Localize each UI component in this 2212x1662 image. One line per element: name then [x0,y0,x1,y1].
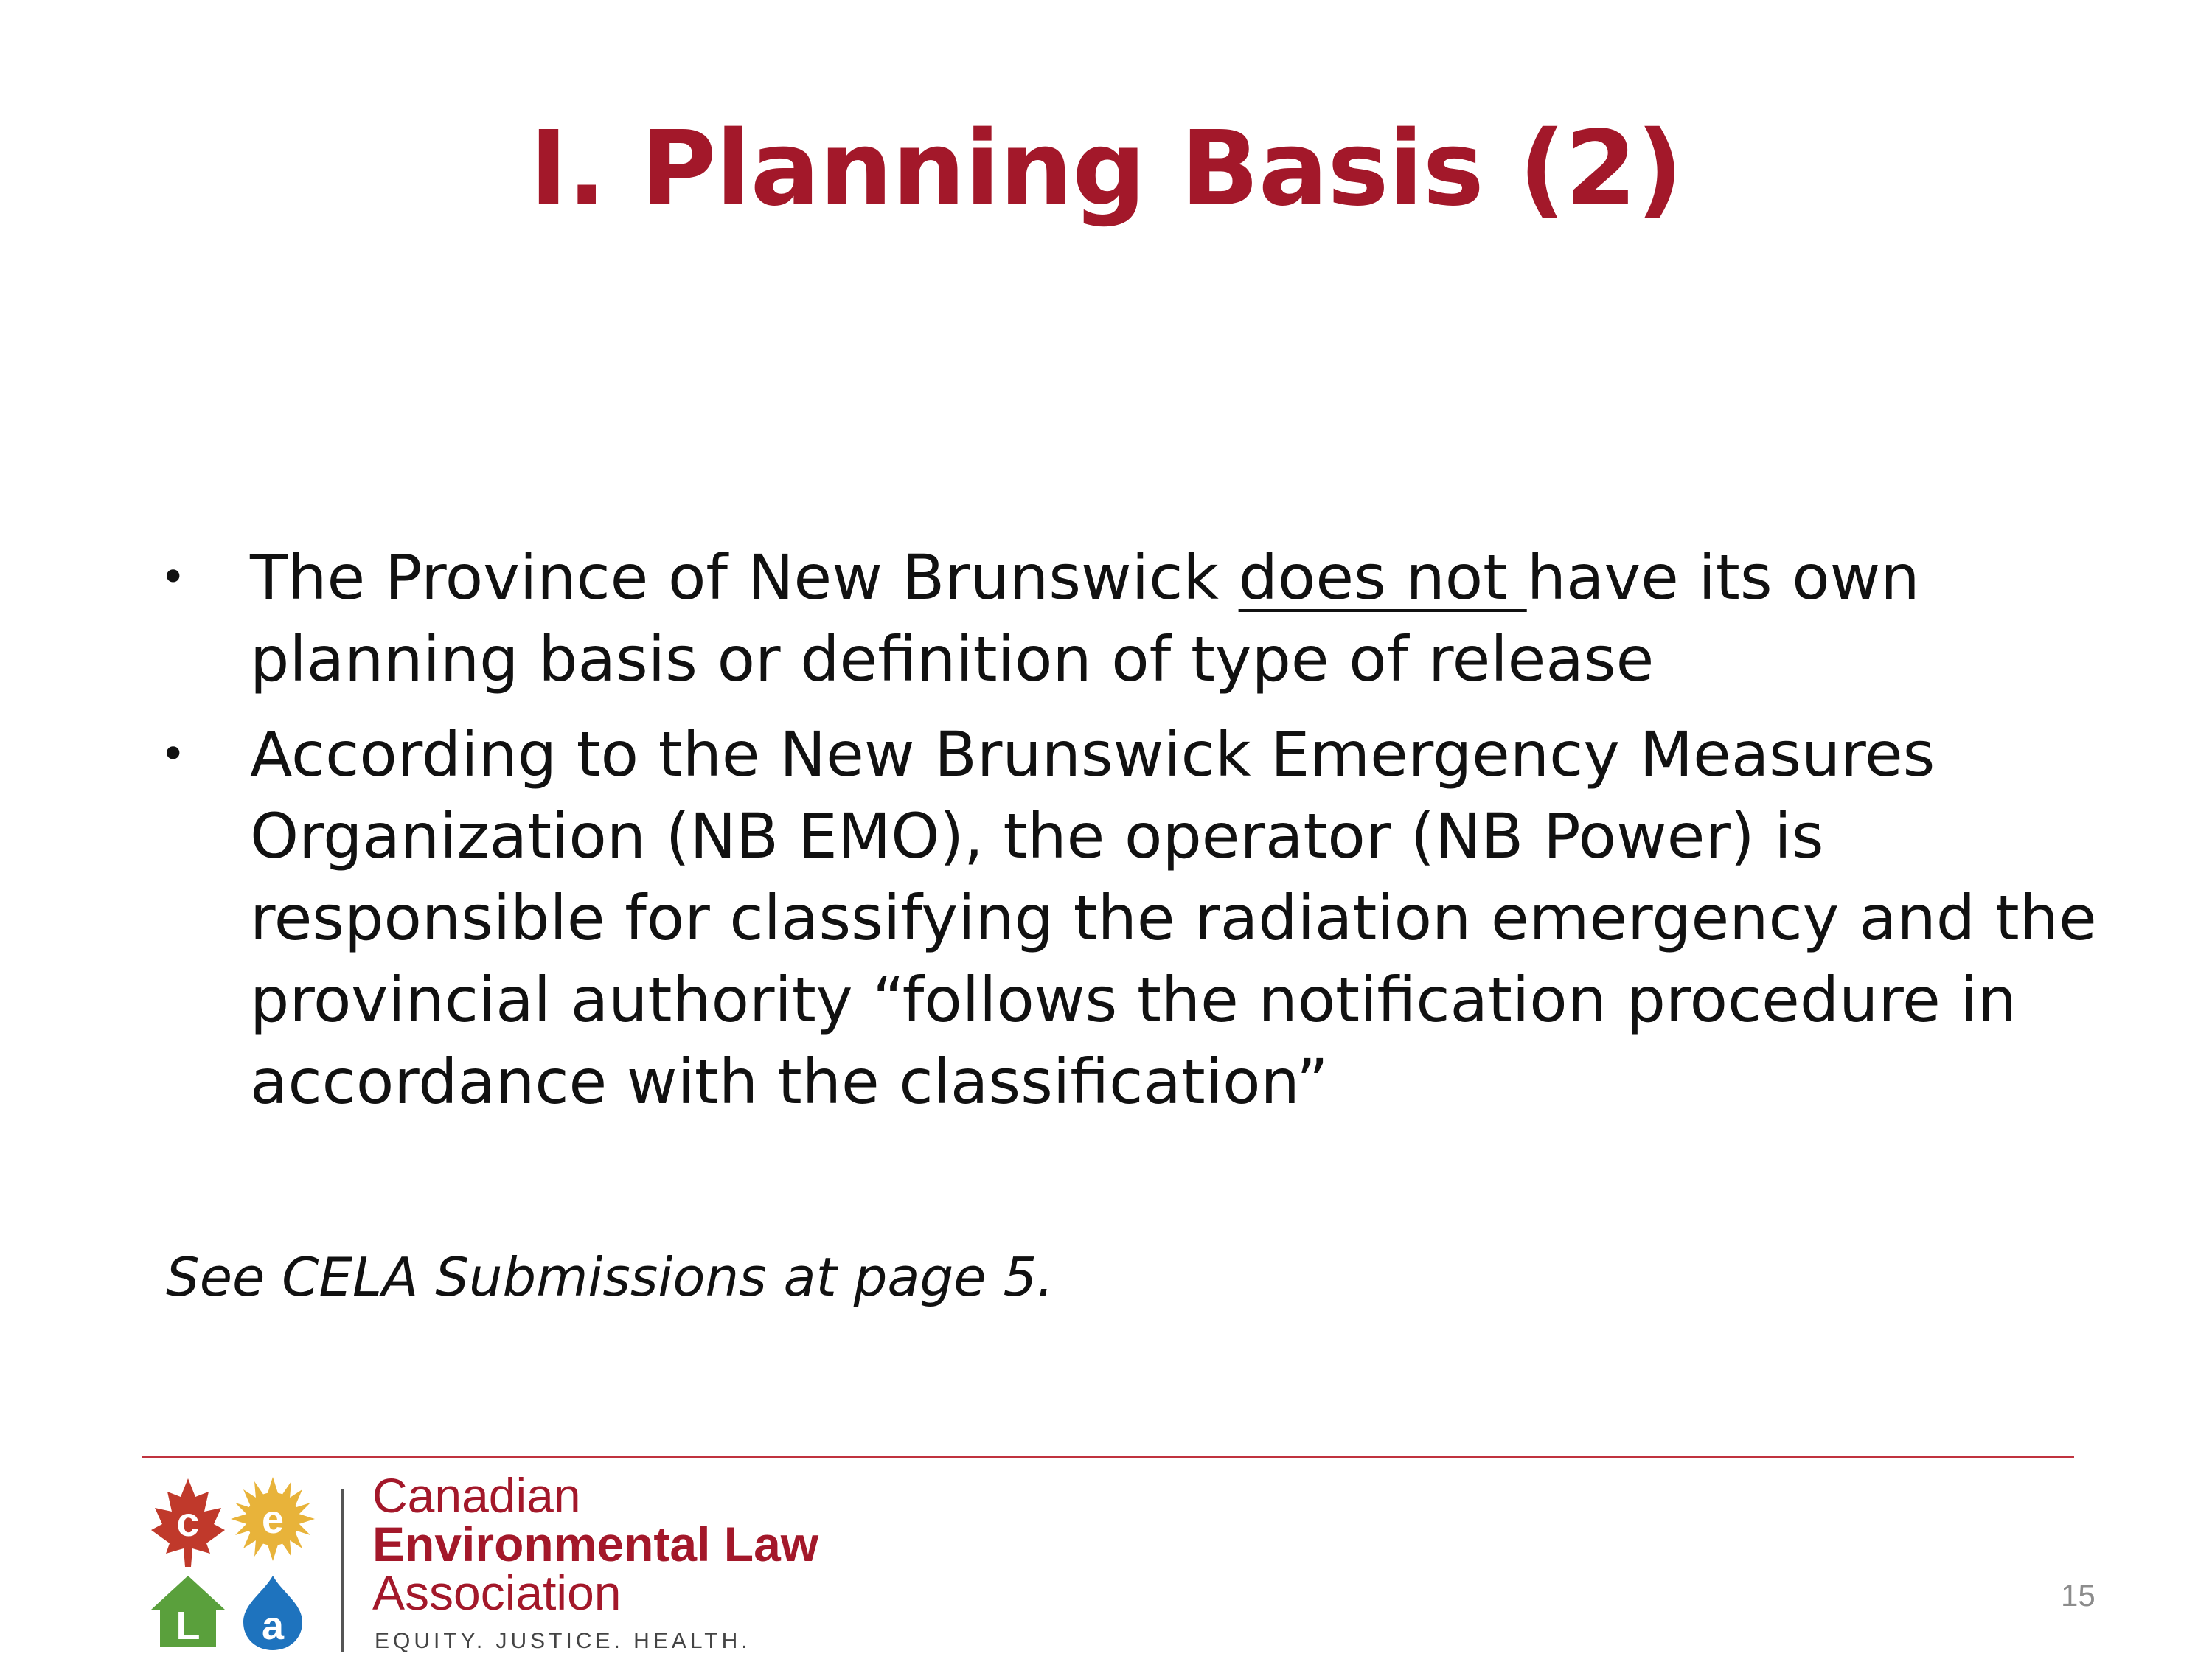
logo-name-line: Canadian [372,1468,581,1523]
bullet-text-after: have its own planning basis or definition of type of release [250,541,1920,695]
slide-title: I. Planning Basis (2) [529,109,1683,229]
logo-tagline: EQUITY. JUSTICE. HEALTH. [375,1629,751,1653]
logo-mark [144,1471,328,1659]
source-note: See CELA Submissions at page 5. [166,1246,1054,1308]
sun-icon [231,1477,315,1561]
logo-letter-e: e [261,1498,285,1542]
logo-name-line: Environmental Law [372,1517,819,1571]
logo-letter-a: a [261,1604,285,1648]
logo-divider [341,1489,344,1652]
logo-letter-c: c [176,1498,200,1545]
page-number: 15 [2061,1578,2096,1613]
bullet-marker: • [160,729,187,780]
logo-name [372,1468,819,1620]
maple-leaf-icon [151,1478,225,1567]
bullet-marker: • [160,552,187,603]
logo-letter-l: L [175,1604,201,1648]
water-drop-icon [243,1576,302,1650]
house-icon [151,1576,225,1648]
bullet-item [159,714,2149,1123]
logo-name-line: Association [372,1565,622,1620]
bullet-text-before: The Province of New Brunswick [250,541,1239,613]
bullet-text-underlined: does not [1238,541,1527,613]
cela-logo [144,1468,852,1659]
bullet-item [159,537,2149,700]
bullet-text: According to the New Brunswick Emergency Measures Organization (NB EMO), the operator (NB Power) is responsible for classifying the radiation emergency and the provincial authority “follows the notification procedure in accordance with the classification” [250,718,2097,1118]
footer-divider [142,1456,2074,1458]
bullet-list [159,537,2149,1136]
